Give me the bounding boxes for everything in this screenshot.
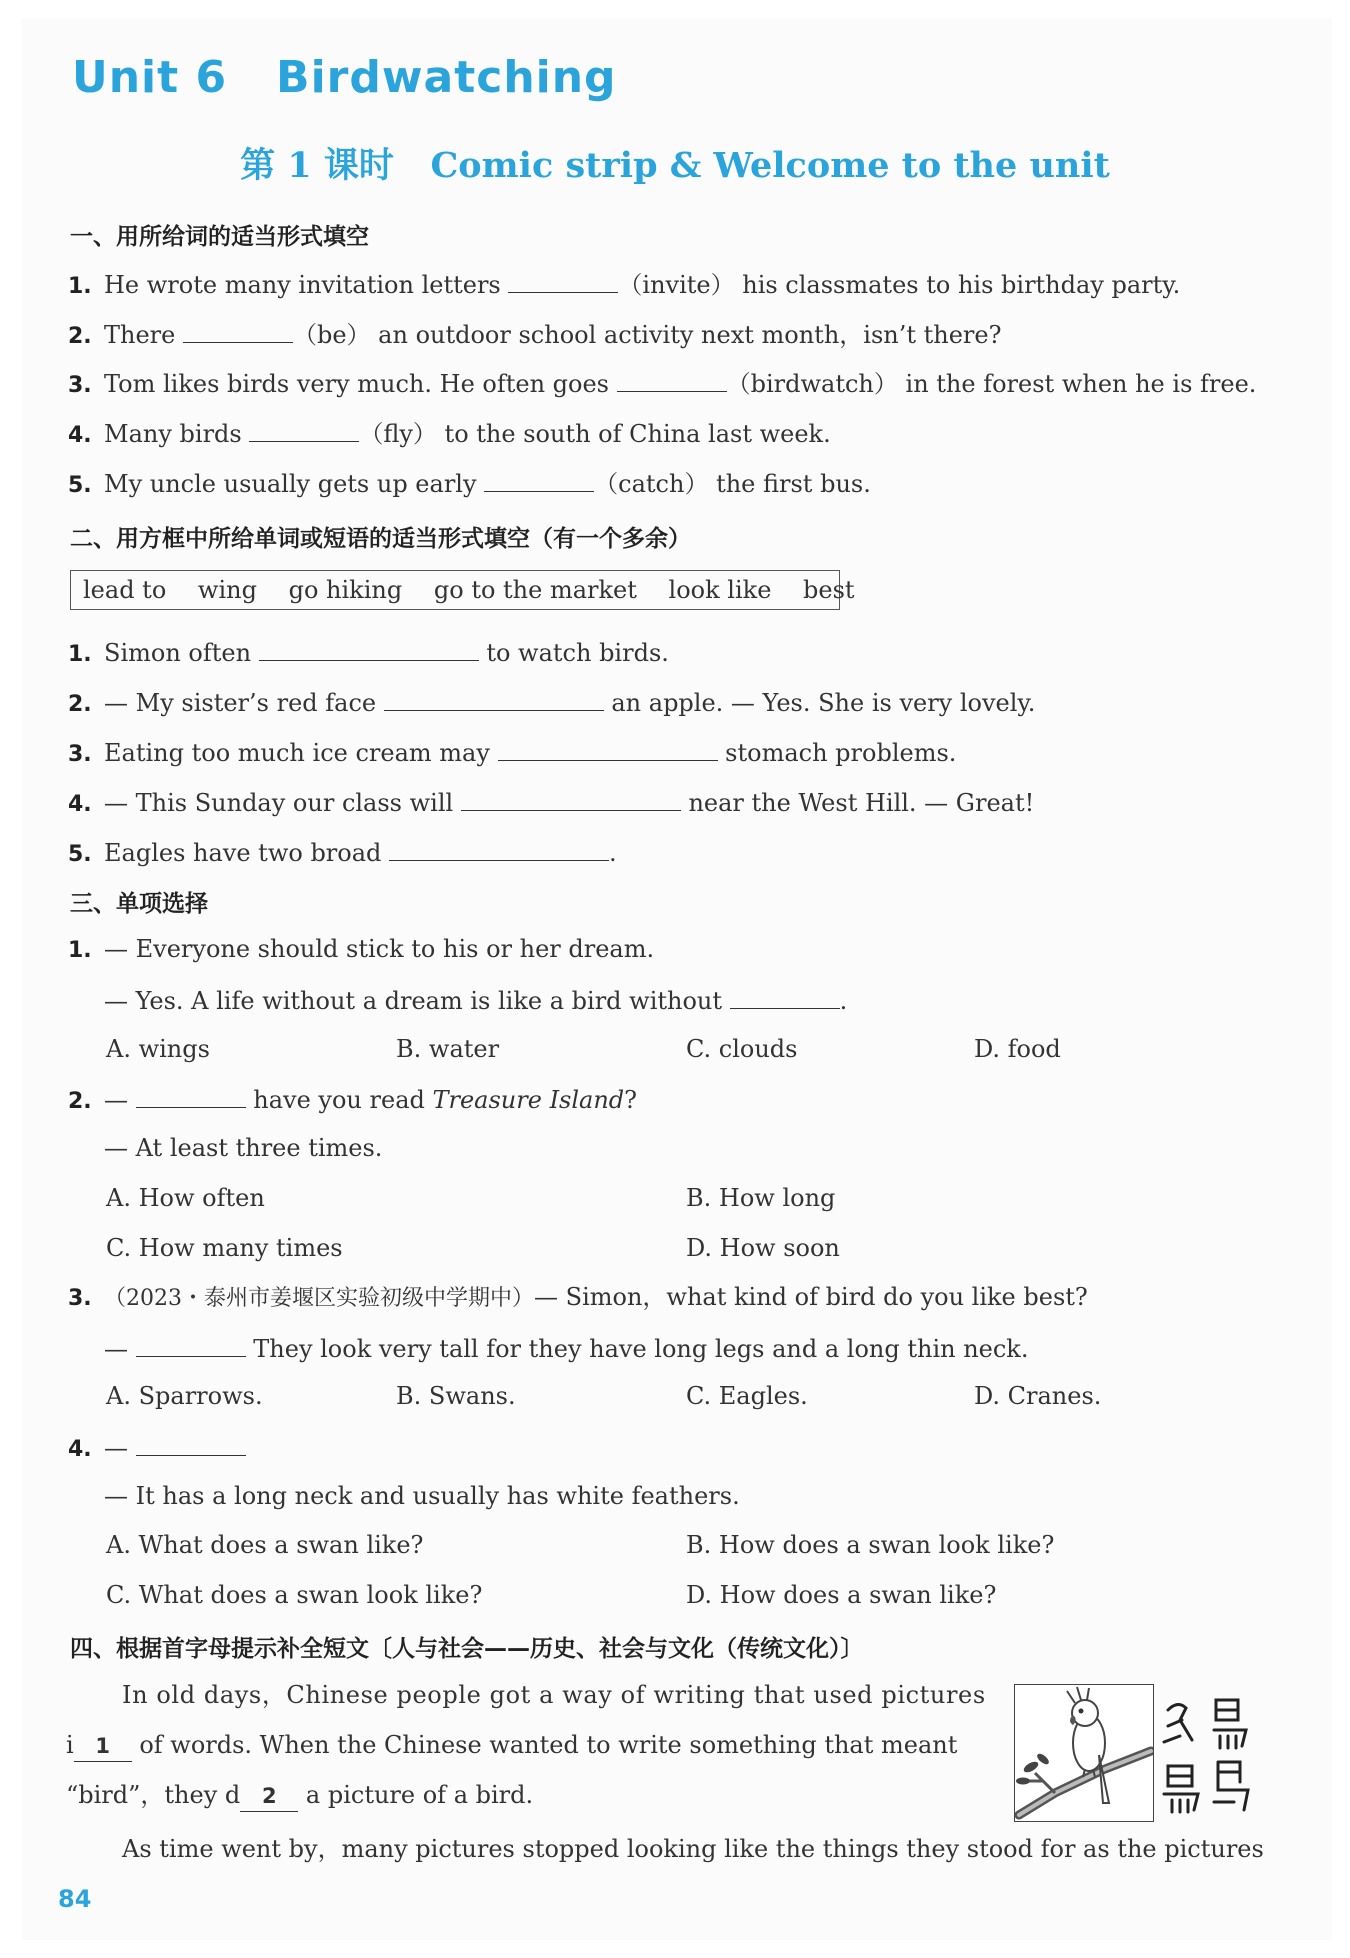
item-number: 2.	[68, 1089, 92, 1114]
s2-item-1	[68, 636, 669, 670]
item-text-before: Eagles have two broad	[104, 839, 390, 867]
item-text-before: Tom likes birds very much. He often goes	[104, 370, 617, 398]
s2-item-5	[68, 836, 617, 870]
s1-item-1	[68, 268, 1180, 302]
word-option: lead to	[83, 576, 167, 604]
item-text-after: near the West Hill. — Great!	[680, 789, 1035, 817]
option-a[interactable]: A. Sparrows.	[106, 1382, 263, 1410]
passage-text: a picture of a bird.	[298, 1781, 534, 1809]
option-c[interactable]: C. clouds	[686, 1035, 798, 1063]
item-text-after: an apple. — Yes. She is very lovely.	[603, 689, 1036, 717]
item-text-after: to watch birds.	[478, 639, 669, 667]
item-number: 3.	[68, 373, 92, 398]
item-number: 1.	[68, 938, 92, 963]
passage-line	[66, 1730, 957, 1762]
answer-blank[interactable]	[136, 1083, 246, 1108]
s3-q2-line2: — At least three times.	[104, 1134, 383, 1162]
answer-blank-2[interactable]: 2	[240, 1781, 298, 1812]
lesson-title: 第 1 课时 Comic strip & Welcome to the unit	[240, 145, 1110, 186]
option-b[interactable]: B. How does a swan look like?	[686, 1531, 1055, 1559]
s3-q1-line2	[104, 984, 847, 1016]
question-text: — Everyone should stick to his or her dream.	[104, 935, 655, 963]
answer-blank[interactable]	[484, 467, 594, 492]
item-text-after: （invite） his classmates to his birthday party.	[618, 271, 1181, 299]
item-number: 4.	[68, 792, 92, 817]
question-text: —	[104, 1434, 136, 1462]
s1-item-5	[68, 467, 871, 501]
option-a[interactable]: A. How often	[106, 1184, 265, 1212]
item-text-before: Simon often	[104, 639, 259, 667]
word-option: go to the market	[433, 576, 637, 604]
item-text-before: There	[104, 321, 183, 349]
s2-item-4	[68, 786, 1034, 820]
answer-blank[interactable]	[183, 318, 293, 343]
option-d[interactable]: D. Cranes.	[974, 1382, 1102, 1410]
option-c[interactable]: C. How many times	[106, 1234, 343, 1262]
item-text-after: （birdwatch） in the forest when he is free.	[726, 370, 1257, 398]
page-number: 84	[58, 1885, 92, 1913]
word-option: wing	[197, 576, 257, 604]
item-text-after: .	[609, 839, 617, 867]
bird-illustration	[1014, 1684, 1154, 1822]
section4-heading: 四、根据首字母提示补全短文〔人与社会——历史、社会与文化（传统文化）〕	[70, 1636, 864, 1662]
question-text: have you read	[245, 1086, 433, 1114]
item-number: 1.	[68, 642, 92, 667]
item-text-before: Eating too much ice cream may	[104, 739, 498, 767]
s3-q4-line2: — It has a long neck and usually has white feathers.	[104, 1482, 740, 1510]
passage-text: i	[66, 1731, 74, 1759]
s2-item-3	[68, 736, 956, 770]
answer-blank[interactable]	[259, 636, 479, 661]
item-text-before: Many birds	[104, 420, 250, 448]
answer-blank[interactable]	[384, 686, 604, 711]
question-text: — Simon，what kind of bird do you like best?	[534, 1283, 1088, 1311]
option-b[interactable]: B. Swans.	[396, 1382, 516, 1410]
section2-heading: 二、用方框中所给单词或短语的适当形式填空（有一个多余）	[70, 526, 691, 552]
passage-text: “bird”，they d	[66, 1781, 241, 1809]
section1-heading: 一、用所给词的适当形式填空	[70, 224, 369, 250]
s3-q2-line1	[68, 1083, 637, 1117]
answer-blank[interactable]	[730, 984, 840, 1009]
item-text-before: My uncle usually gets up early	[104, 470, 485, 498]
passage-line: In old days，Chinese people got a way of writing that used pictures	[122, 1681, 986, 1709]
answer-blank[interactable]	[389, 836, 609, 861]
item-number: 5.	[68, 473, 92, 498]
answer-blank[interactable]	[617, 367, 727, 392]
word-box	[70, 570, 855, 610]
answer-blank[interactable]	[249, 417, 359, 442]
item-number: 2.	[68, 324, 92, 349]
option-a[interactable]: A. What does a swan like?	[106, 1531, 424, 1559]
s3-q3-line1	[68, 1282, 1088, 1314]
passage-line	[66, 1780, 533, 1812]
ancient-bird-characters	[1158, 1690, 1258, 1820]
item-number: 4.	[68, 1437, 92, 1462]
question-text: — Yes. A life without a dream is like a bird without	[104, 987, 730, 1015]
bird-character-evolution-icon	[1158, 1690, 1258, 1820]
option-b[interactable]: B. How long	[686, 1184, 836, 1212]
option-d[interactable]: D. How does a swan like?	[686, 1581, 997, 1609]
passage-text: of words. When the Chinese wanted to write something that meant	[131, 1731, 958, 1759]
option-d[interactable]: D. food	[974, 1035, 1061, 1063]
s3-q4-line1	[68, 1431, 246, 1465]
question-text: ?	[624, 1086, 638, 1114]
question-source: （2023・泰州市姜堰区实验初级中学期中）	[104, 1286, 534, 1311]
option-c[interactable]: C. What does a swan look like?	[106, 1581, 483, 1609]
option-a[interactable]: A. wings	[106, 1035, 210, 1063]
question-text: —	[104, 1086, 136, 1114]
answer-blank[interactable]	[461, 786, 681, 811]
answer-blank-1[interactable]: 1	[74, 1731, 132, 1762]
answer-blank[interactable]	[498, 736, 718, 761]
s3-q3-line2	[104, 1332, 1028, 1364]
option-d[interactable]: D. How soon	[686, 1234, 840, 1262]
passage-line: As time went by，many pictures stopped looking like the things they stood for as the pictures	[122, 1835, 1264, 1863]
book-title: Treasure Island	[432, 1086, 625, 1114]
item-text-before: — This Sunday our class will	[104, 789, 461, 817]
question-text: They look very tall for they have long legs and a long thin neck.	[245, 1335, 1029, 1363]
unit-title: Unit 6 Birdwatching	[72, 52, 617, 103]
item-number: 3.	[68, 1286, 92, 1311]
option-b[interactable]: B. water	[396, 1035, 500, 1063]
option-c[interactable]: C. Eagles.	[686, 1382, 808, 1410]
item-number: 5.	[68, 842, 92, 867]
s1-item-4	[68, 417, 831, 451]
s2-item-2	[68, 686, 1035, 720]
item-number: 1.	[68, 274, 92, 299]
answer-blank[interactable]	[136, 1332, 246, 1357]
s3-q1-line1	[68, 934, 654, 966]
section3-heading: 三、单项选择	[70, 891, 208, 917]
question-text: .	[839, 987, 848, 1015]
word-option: look like	[668, 576, 772, 604]
s1-item-3	[68, 367, 1256, 401]
item-number: 3.	[68, 742, 92, 767]
s1-item-2	[68, 318, 1001, 352]
word-option: best	[803, 576, 855, 604]
parrot-on-branch-icon	[1015, 1685, 1153, 1821]
item-text-after: （be） an outdoor school activity next month，isn’t there?	[292, 321, 1002, 349]
item-text-after: （fly） to the south of China last week.	[359, 420, 831, 448]
answer-blank[interactable]	[508, 268, 618, 293]
item-number: 4.	[68, 423, 92, 448]
item-text-after: stomach problems.	[717, 739, 957, 767]
question-text: —	[104, 1335, 136, 1363]
item-text-before: — My sister’s red face	[104, 689, 384, 717]
item-text-after: （catch） the first bus.	[594, 470, 871, 498]
item-number: 2.	[68, 692, 92, 717]
answer-blank[interactable]	[136, 1431, 246, 1456]
item-text-before: He wrote many invitation letters	[104, 271, 509, 299]
word-option: go hiking	[288, 576, 403, 604]
